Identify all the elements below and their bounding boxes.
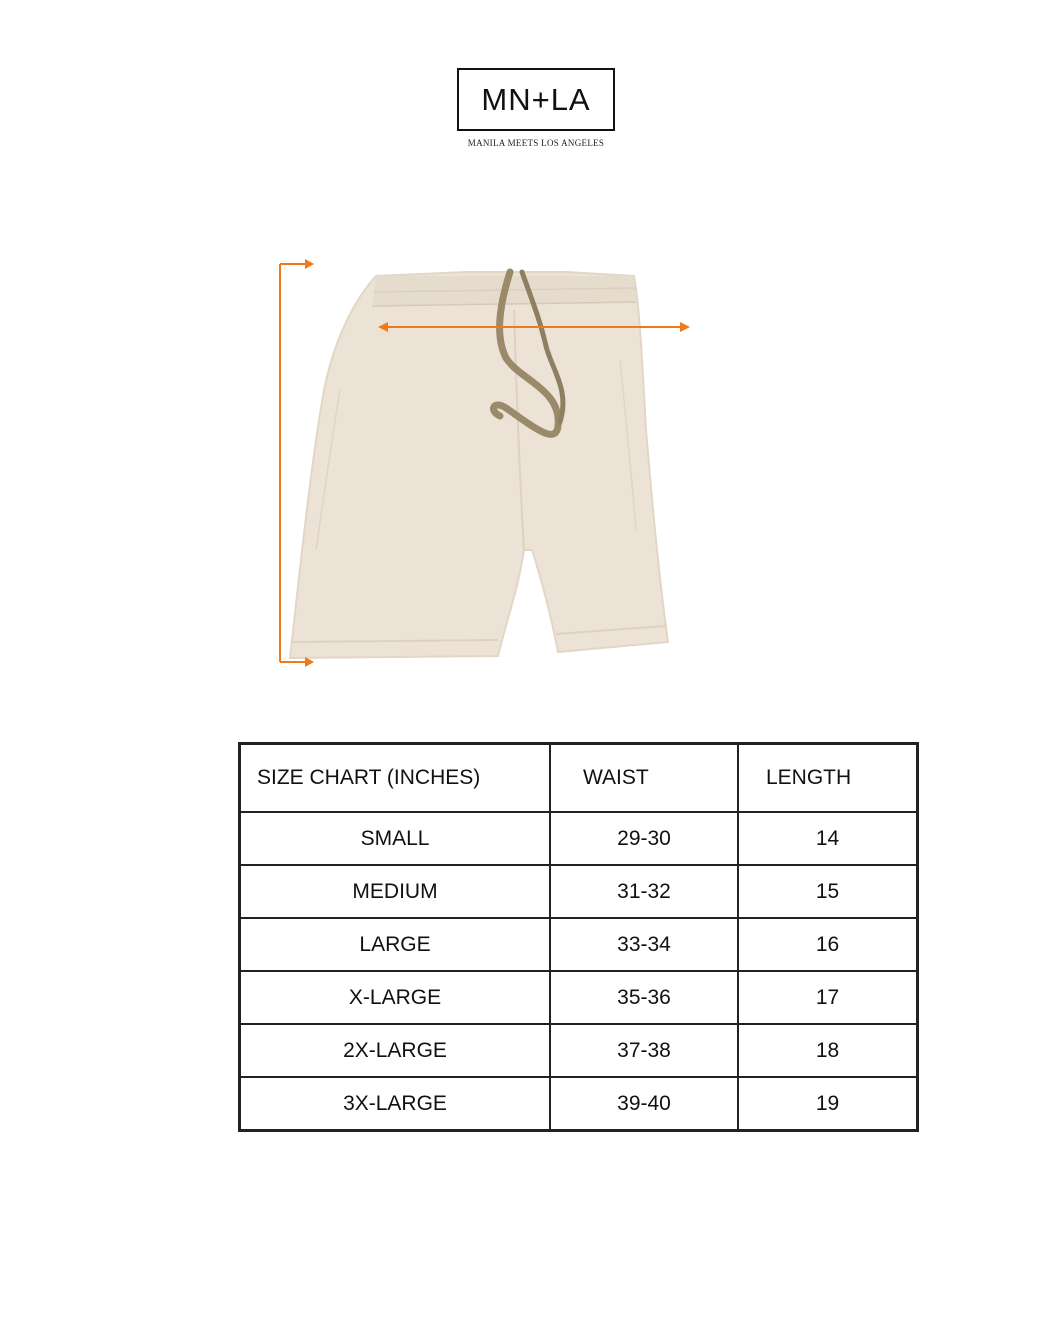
table-header-row xyxy=(240,744,918,813)
length-cell: 15 xyxy=(738,865,918,918)
shorts-illustration xyxy=(270,250,720,670)
size-cell: X-LARGE xyxy=(240,971,551,1024)
header-length: LENGTH xyxy=(738,744,918,813)
table-row xyxy=(240,1077,918,1131)
size-cell: 2X-LARGE xyxy=(240,1024,551,1077)
waist-cell: 35-36 xyxy=(550,971,738,1024)
header-waist: WAIST xyxy=(550,744,738,813)
size-chart-table xyxy=(238,742,919,1132)
shorts-image xyxy=(290,272,668,658)
size-cell: LARGE xyxy=(240,918,551,971)
waist-cell: 37-38 xyxy=(550,1024,738,1077)
table-row xyxy=(240,1024,918,1077)
length-cell: 18 xyxy=(738,1024,918,1077)
table-row xyxy=(240,918,918,971)
length-cell: 16 xyxy=(738,918,918,971)
size-cell: MEDIUM xyxy=(240,865,551,918)
header-size-chart: SIZE CHART (INCHES) xyxy=(240,744,551,813)
waist-cell: 31-32 xyxy=(550,865,738,918)
length-cell: 14 xyxy=(738,812,918,865)
length-cell: 19 xyxy=(738,1077,918,1131)
waist-cell: 33-34 xyxy=(550,918,738,971)
size-cell: SMALL xyxy=(240,812,551,865)
length-cell: 17 xyxy=(738,971,918,1024)
table-row xyxy=(240,971,918,1024)
brand-logo xyxy=(457,68,615,131)
table-row xyxy=(240,865,918,918)
size-cell: 3X-LARGE xyxy=(240,1077,551,1131)
brand-logo-text: MN+LA xyxy=(481,81,591,117)
waist-cell: 29-30 xyxy=(550,812,738,865)
waist-cell: 39-40 xyxy=(550,1077,738,1131)
table-row xyxy=(240,812,918,865)
brand-tagline: MANILA MEETS LOS ANGELES xyxy=(467,138,605,148)
